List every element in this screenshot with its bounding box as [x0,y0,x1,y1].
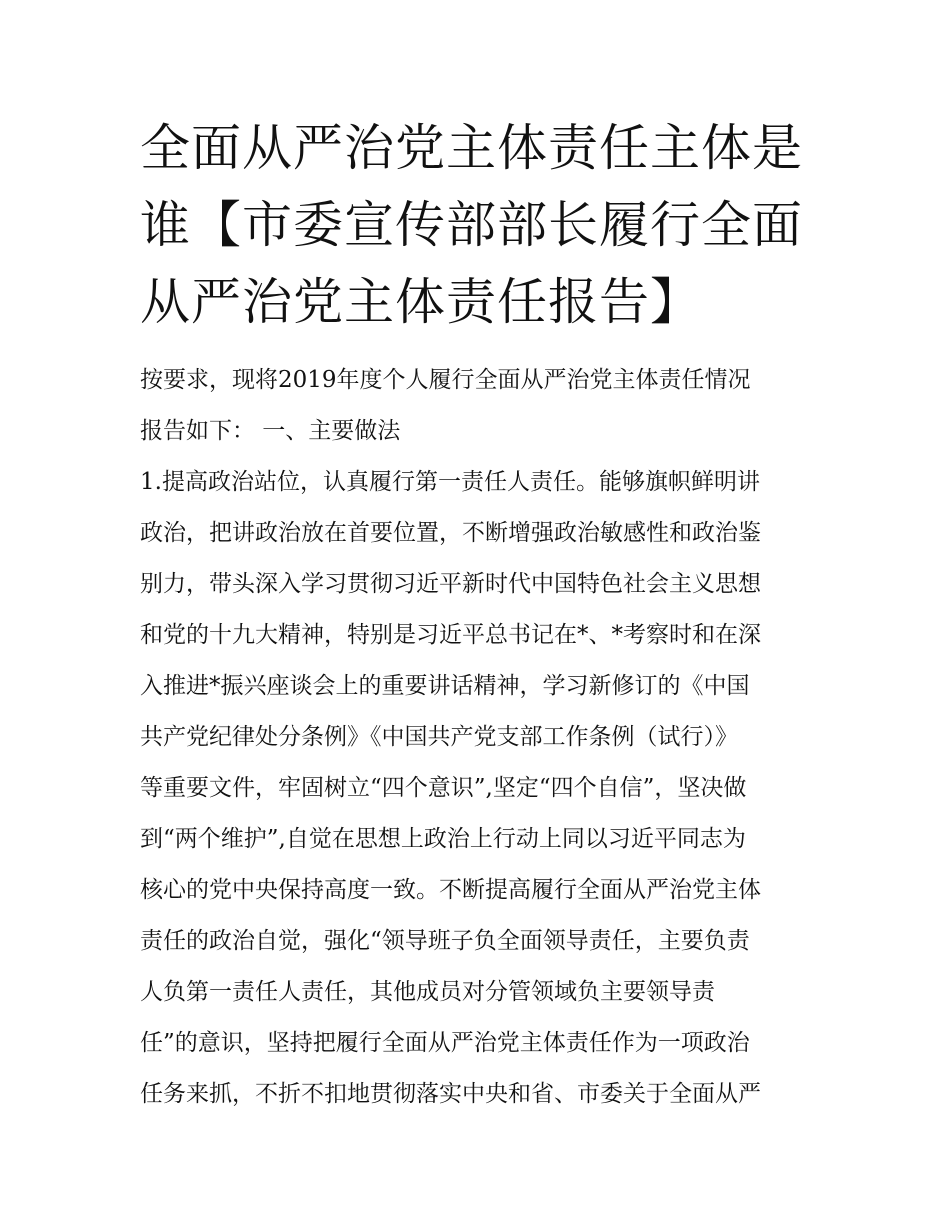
body-line: 入推进*振兴座谈会上的重要讲话精神，学习新修订的《中国 [140,673,750,699]
body-line: 1.提高政治站位，认真履行第一责任人责任。能够旗帜鲜明讲 [140,469,760,495]
body-line: 报告如下： 一、主要做法 [140,418,401,444]
body-line: 政治，把讲政治放在首要位置，不断增强政治敏感性和政治鉴 [140,520,761,546]
body-line: 和党的十九大精神，特别是习近平总书记在*、*考察时和在深 [140,622,761,648]
body-line: 责任的政治自觉，强化“领导班子负全面领导责任，主要负责 [140,928,750,954]
title-line-2: 谁【市委宣传部部长履行全面 [140,196,803,254]
document-page [140,110,820,1120]
body-line: 核心的党中央保持高度一致。不断提高履行全面从严治党主体 [140,877,761,903]
body-line: 按要求，现将2019年度个人履行全面从严治党主体责任情况 [140,367,751,393]
document-title [140,110,820,341]
body-line: 别力，带头深入学习贯彻习近平新时代中国特色社会主义思想 [140,571,761,597]
body-line: 任”的意识，坚持把履行全面从严治党主体责任作为一项政治 [140,1030,750,1056]
body-line: 任务来抓，不折不扣地贯彻落实中央和省、市委关于全面从严 [140,1081,761,1107]
document-body [140,355,820,1120]
body-line: 人负第一责任人责任，其他成员对分管领域负主要领导责 [140,979,715,1005]
body-line: 共产党纪律处分条例》《中国共产党支部工作条例（试行）》 [140,724,738,750]
title-line-3: 从严治党主体责任报告】 [140,273,701,331]
title-line-1: 全面从严治党主体责任主体是 [140,119,803,177]
body-line: 到“两个维护”,自觉在思想上政治上行动上同以习近平同志为 [140,826,746,852]
body-line: 等重要文件，牢固树立“四个意识”,坚定“四个自信”，坚决做 [140,775,747,801]
